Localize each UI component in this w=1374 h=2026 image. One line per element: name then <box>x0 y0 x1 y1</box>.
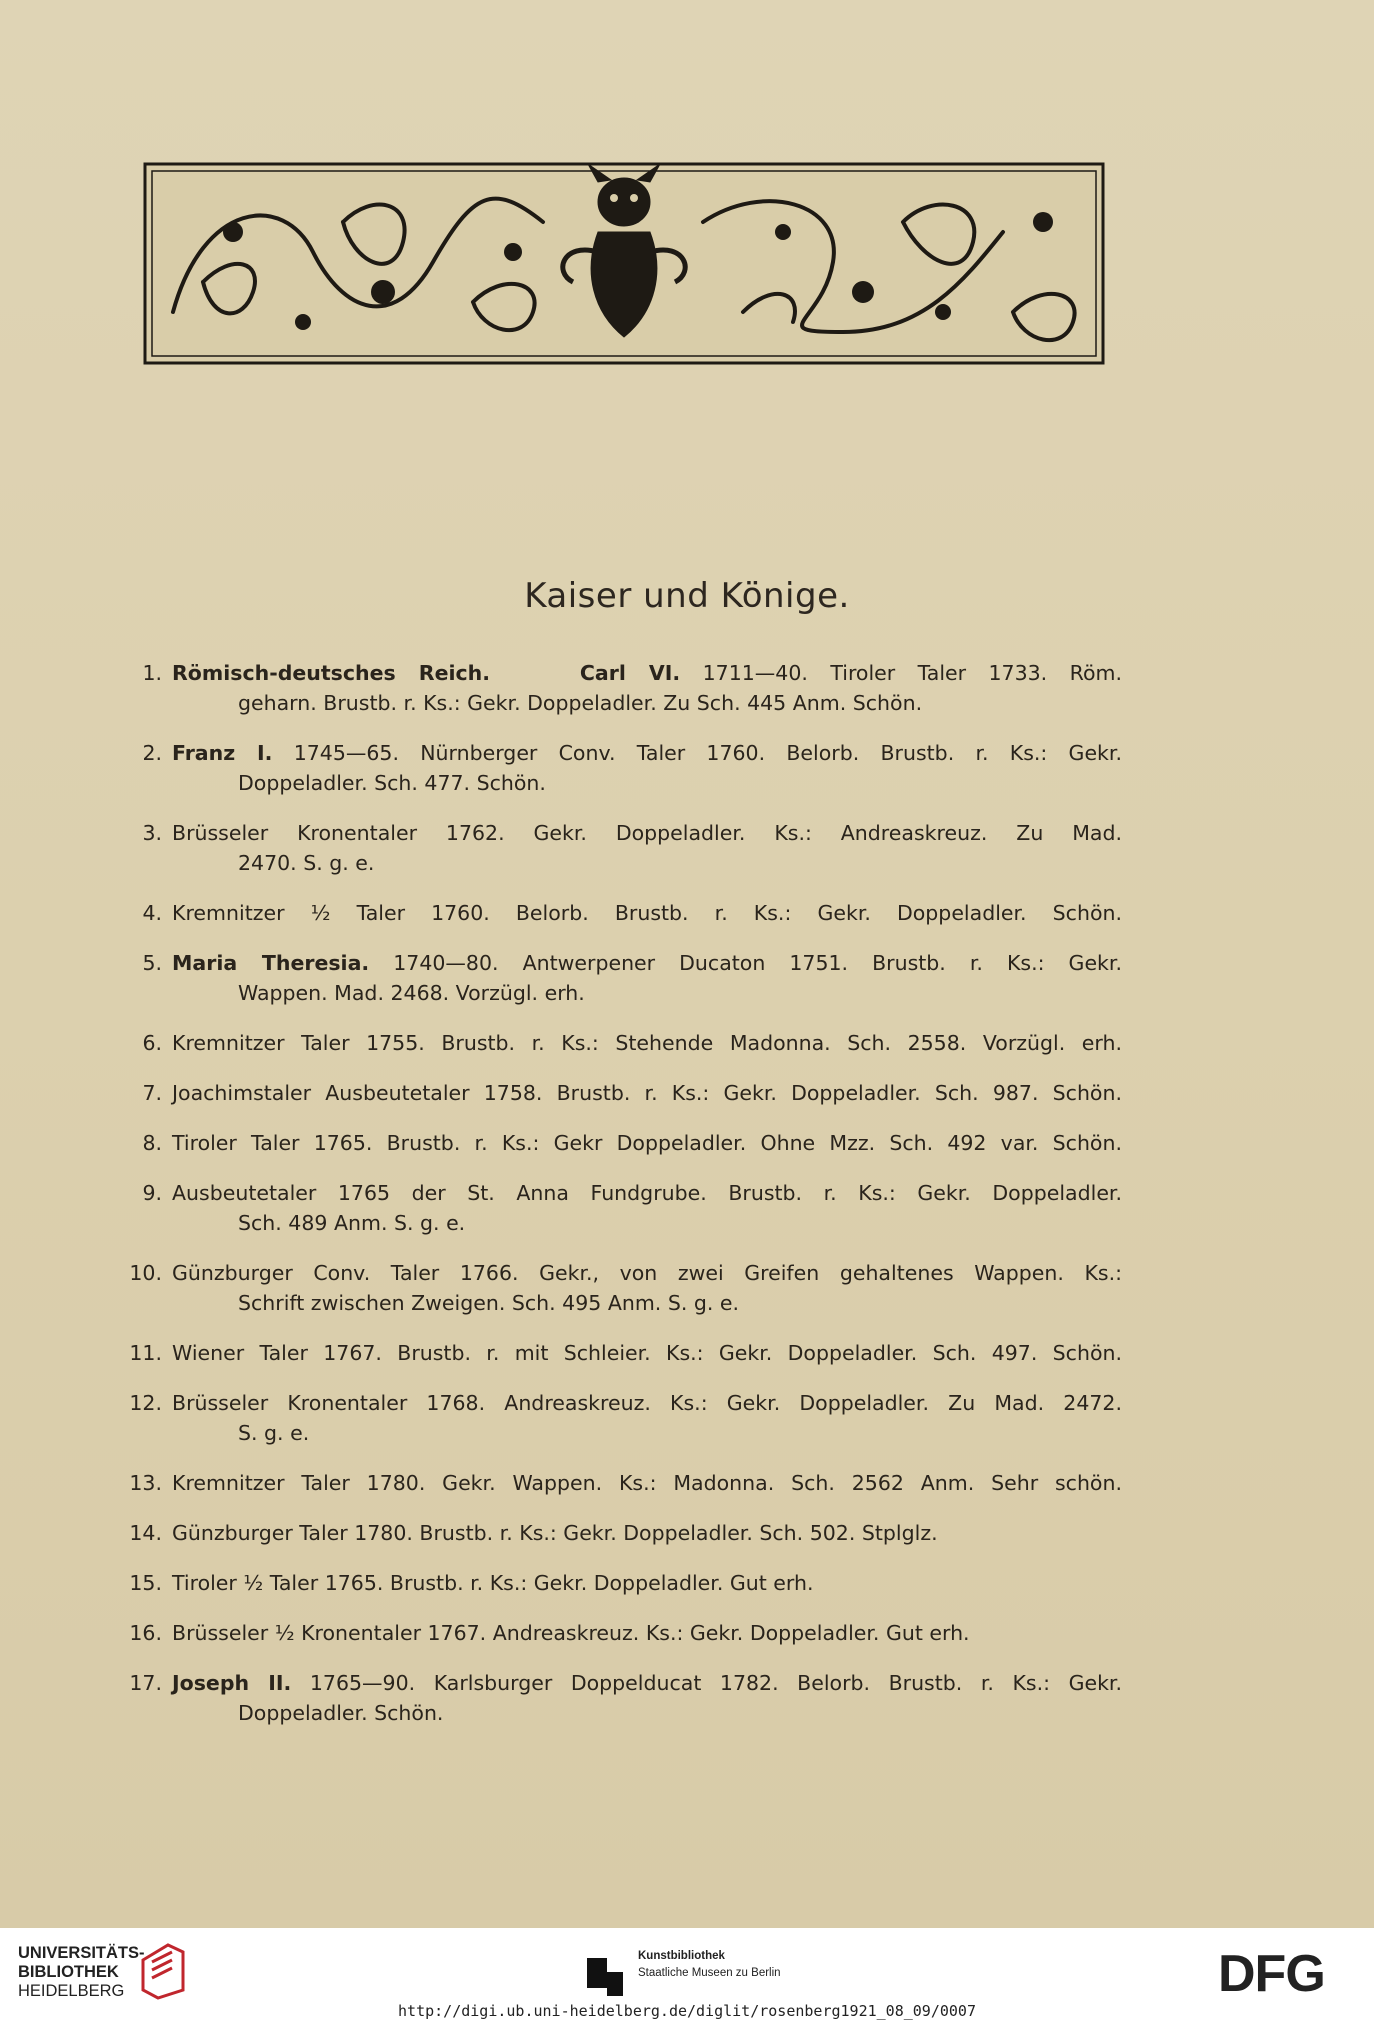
entry-line-1 <box>130 658 1122 688</box>
entry-number: 1. <box>142 661 162 685</box>
entry-text: Tiroler ½ Taler 1765. Brustb. r. Ks.: Gekr. Doppeladler. Gut erh. <box>172 1571 814 1595</box>
entry-text: Brüsseler Kronentaler 1768. Andreaskreuz. Ks.: Gekr. Doppeladler. Zu Mad. 2472. <box>172 1391 1122 1415</box>
entry-number: 11. <box>129 1341 162 1365</box>
catalog-entry <box>130 1338 1122 1368</box>
ub-line-2: BIBLIOTHEK <box>18 1963 119 1981</box>
entry-number: 10. <box>129 1261 162 1285</box>
page-title: Kaiser und Könige. <box>524 576 850 616</box>
ub-heidelberg-logo-text <box>18 1944 145 2001</box>
ub-line-1: UNIVERSITÄTS- <box>18 1944 145 1962</box>
catalog-entry <box>130 1078 1122 1108</box>
entry-line-1 <box>130 1178 1122 1208</box>
entry-line-1 <box>130 1128 1122 1158</box>
ub-heidelberg-logo-icon <box>138 1940 188 2000</box>
catalog-entry <box>130 1388 1122 1448</box>
catalog-entry <box>130 1028 1122 1058</box>
entry-line-1 <box>130 1078 1122 1108</box>
ornamental-header-band <box>143 162 1105 365</box>
entry-line-1 <box>130 948 1122 978</box>
entry-ruler: Römisch-deutsches Reich. <box>172 661 491 685</box>
entry-text: 1711—40. Tiroler Taler 1733. Röm. <box>702 661 1122 685</box>
entry-text: Tiroler Taler 1765. Brustb. r. Ks.: Gekr Doppeladler. Ohne Mzz. Sch. 492 var. Schön. <box>172 1131 1122 1155</box>
entry-line-2: Doppeladler. Sch. 477. Schön. <box>238 771 546 795</box>
entry-text: Brüsseler ½ Kronentaler 1767. Andreaskreuz. Ks.: Gekr. Doppeladler. Gut erh. <box>172 1621 970 1645</box>
entry-text: Ausbeutetaler 1765 der St. Anna Fundgrube. Brustb. r. Ks.: Gekr. Doppeladler. <box>172 1181 1122 1205</box>
catalog-entry <box>130 1568 1122 1598</box>
entry-line-1 <box>130 1388 1122 1418</box>
source-url[interactable]: http://digi.ub.uni-heidelberg.de/diglit/rosenberg1921_08_09/0007 <box>398 2002 976 2020</box>
entry-ruler-name: Carl VI. <box>579 661 681 685</box>
entry-line-1 <box>130 1258 1122 1288</box>
entry-text: Günzburger Conv. Taler 1766. Gekr., von zwei Greifen gehaltenes Wappen. Ks.: <box>172 1261 1122 1285</box>
entry-text: 1745—65. Nürnberger Conv. Taler 1760. Belorb. Brustb. r. Ks.: Gekr. <box>293 741 1122 765</box>
kunstbibliothek-logo-icon <box>585 1956 625 1998</box>
entry-number: 15. <box>129 1571 162 1595</box>
entry-line-1 <box>130 1028 1122 1058</box>
entry-number: 5. <box>142 951 162 975</box>
entry-number: 12. <box>129 1391 162 1415</box>
entry-text: Brüsseler Kronentaler 1762. Gekr. Doppeladler. Ks.: Andreaskreuz. Zu Mad. <box>172 821 1122 845</box>
entry-ruler: Maria Theresia. <box>172 951 370 975</box>
catalog-entry-list <box>130 658 1122 1748</box>
entry-number: 16. <box>129 1621 162 1645</box>
entry-text: Joachimstaler Ausbeutetaler 1758. Brustb. r. Ks.: Gekr. Doppeladler. Sch. 987. Schön. <box>172 1081 1122 1105</box>
entry-ruler: Franz I. <box>172 741 273 765</box>
footer-bar <box>0 1928 1374 2026</box>
entry-number: 7. <box>142 1081 162 1105</box>
entry-line-1 <box>130 1618 1122 1648</box>
entry-line-2: Wappen. Mad. 2468. Vorzügl. erh. <box>238 981 585 1005</box>
catalog-entry <box>130 658 1122 718</box>
entry-line-1 <box>130 738 1122 768</box>
catalog-entry <box>130 898 1122 928</box>
entry-line-2: 2470. S. g. e. <box>238 851 375 875</box>
kb-line-2: Staatliche Museen zu Berlin <box>638 1967 781 1979</box>
entry-ruler: Joseph II. <box>172 1671 292 1695</box>
entry-number: 8. <box>142 1131 162 1155</box>
catalog-entry <box>130 1518 1122 1548</box>
entry-text: Kremnitzer Taler 1755. Brustb. r. Ks.: Stehende Madonna. Sch. 2558. Vorzügl. erh. <box>172 1031 1122 1055</box>
catalog-entry <box>130 1128 1122 1158</box>
entry-line-2: geharn. Brustb. r. Ks.: Gekr. Doppeladler. Zu Sch. 445 Anm. Schön. <box>238 691 923 715</box>
entry-line-2: Schrift zwischen Zweigen. Sch. 495 Anm. S. g. e. <box>238 1291 740 1315</box>
dfg-logo: DFG <box>1218 1945 1325 2003</box>
entry-number: 14. <box>129 1521 162 1545</box>
entry-number: 17. <box>129 1671 162 1695</box>
entry-text: Günzburger Taler 1780. Brustb. r. Ks.: Gekr. Doppeladler. Sch. 502. Stplglz. <box>172 1521 938 1545</box>
catalog-entry <box>130 1258 1122 1318</box>
entry-line-1 <box>130 898 1122 928</box>
entry-text: 1740—80. Antwerpener Ducaton 1751. Brustb. r. Ks.: Gekr. <box>393 951 1122 975</box>
catalog-entry <box>130 948 1122 1008</box>
entry-line-1 <box>130 1518 1122 1548</box>
ub-line-3: HEIDELBERG <box>18 1982 125 2000</box>
entry-number: 4. <box>142 901 162 925</box>
entry-line-1 <box>130 1468 1122 1498</box>
entry-line-2: Doppeladler. Schön. <box>238 1701 444 1725</box>
catalog-entry <box>130 738 1122 798</box>
catalog-entry <box>130 1178 1122 1238</box>
catalog-entry <box>130 818 1122 878</box>
entry-text: Wiener Taler 1767. Brustb. r. mit Schleier. Ks.: Gekr. Doppeladler. Sch. 497. Schön. <box>172 1341 1122 1365</box>
kb-line-1: Kunstbibliothek <box>638 1950 725 1962</box>
entry-line-1 <box>130 1568 1122 1598</box>
entry-number: 3. <box>142 821 162 845</box>
catalog-entry <box>130 1468 1122 1498</box>
entry-line-1 <box>130 1668 1122 1698</box>
entry-number: 6. <box>142 1031 162 1055</box>
entry-text: Kremnitzer ½ Taler 1760. Belorb. Brustb. r. Ks.: Gekr. Doppeladler. Schön. <box>172 901 1122 925</box>
entry-number: 9. <box>142 1181 162 1205</box>
entry-line-2: S. g. e. <box>238 1421 310 1445</box>
entry-line-1 <box>130 1338 1122 1368</box>
catalog-entry <box>130 1668 1122 1728</box>
entry-text: 1765—90. Karlsburger Doppelducat 1782. Belorb. Brustb. r. Ks.: Gekr. <box>309 1671 1122 1695</box>
entry-number: 13. <box>129 1471 162 1495</box>
entry-line-2: Sch. 489 Anm. S. g. e. <box>238 1211 466 1235</box>
kunstbibliothek-text <box>638 1948 781 1982</box>
entry-line-1 <box>130 818 1122 848</box>
entry-number: 2. <box>142 741 162 765</box>
catalog-entry <box>130 1618 1122 1648</box>
entry-text: Kremnitzer Taler 1780. Gekr. Wappen. Ks.: Madonna. Sch. 2562 Anm. Sehr schön. <box>172 1471 1122 1495</box>
